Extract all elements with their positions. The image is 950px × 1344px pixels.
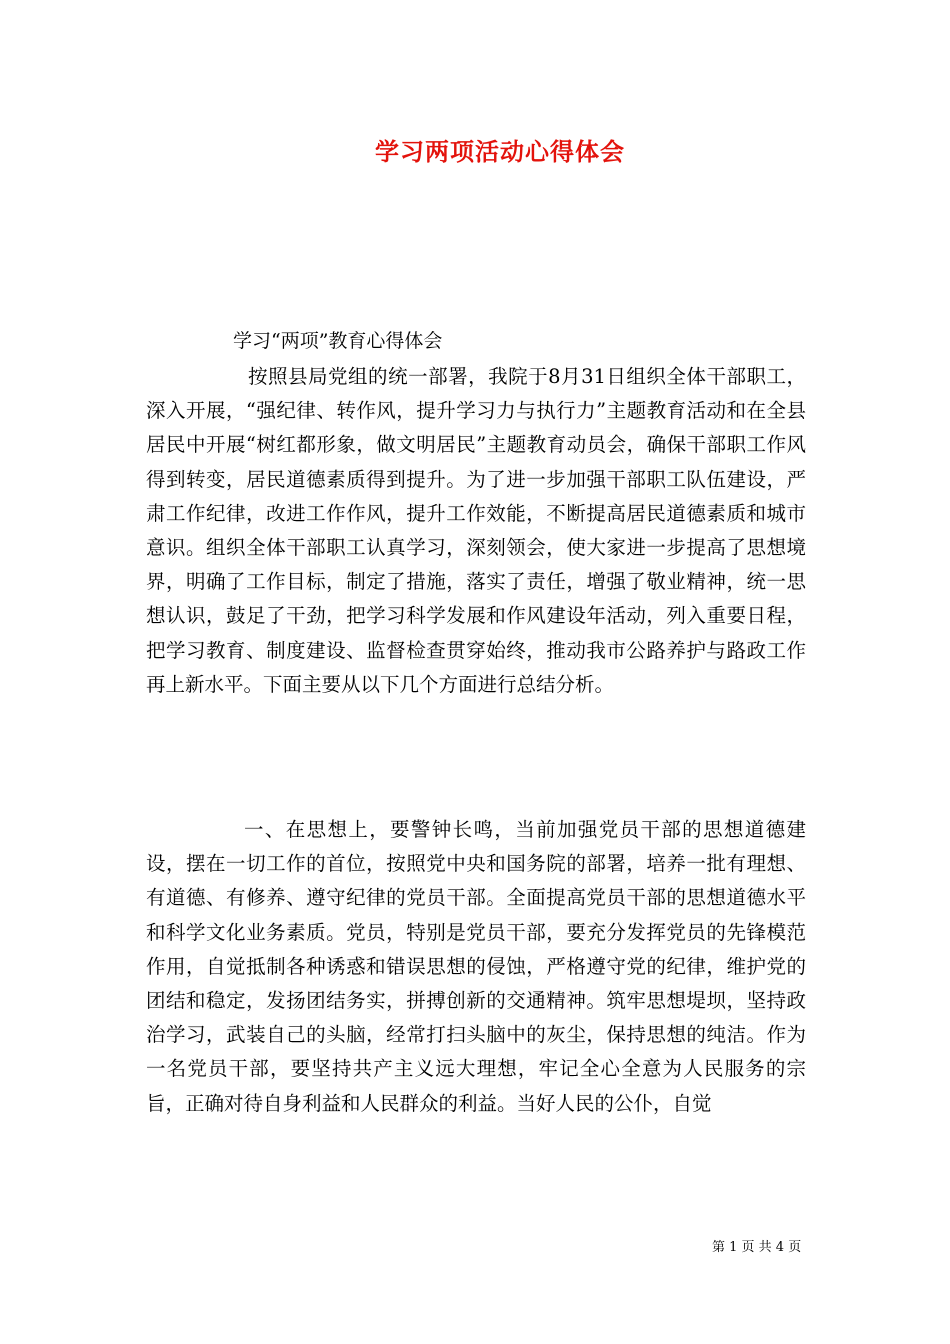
document-title: 学习两项活动心得体会: [375, 137, 625, 166]
paragraph-section-one: 一、在思想上，要警钟长鸣，当前加强党员干部的思想道德建设，摆在一切工作的首位，按照党中央和国务院的部署，培养一批有理想、有道德、有修养、遵守纪律的党员干部。全面提高党员干部的思想道德水平和科学文化业务素质。党员，特别是党员干部，要充分发挥党员的先锋模范作用，自觉抵制各种诱惑和错误思想的侵蚀，严格遵守党的纪律，维护党的团结和稳定，发扬团结务实，拼搏创新的交通精神。筑牢思想堤坝，坚持政治学习，武装自己的头脑，经常打扫头脑中的灰尘，保持思想的纯洁。作为一名党员干部，要坚持共产主义远大理想，牢记全心全意为人民服务的宗旨，正确对待自身利益和人民群众的利益。当好人民的公仆，自觉: [146, 818, 806, 1115]
page-number: 第 1 页 共 4 页: [712, 1240, 802, 1255]
paragraph-intro: 按照县局党组的统一部署，我院于8月31日组织全体干部职工，深入开展，“强纪律、转作风，提升学习力与执行力”主题教育活动和在全县居民中开展“树红都形象，做文明居民”主题教育动员会，确保干部职工作风得到转变，居民道德素质得到提升。为了进一步加强干部职工队伍建设，严肃工作纪律，改进工作作风，提升工作效能，不断提高居民道德素质和城市意识。组织全体干部职工认真学习，深刻领会，使大家进一步提高了思想境界，明确了工作目标，制定了措施，落实了责任，增强了敬业精神，统一思想认识，鼓足了干劲，把学习科学发展和作风建设年活动，列入重要日程，把学习教育、制度建设、监督检查贯穿始终，推动我市公路养护与路政工作再上新水平。下面主要从以下几个方面进行总结分析。: [146, 365, 806, 696]
document-subtitle: 学习“两项”教育心得体会: [233, 330, 443, 352]
